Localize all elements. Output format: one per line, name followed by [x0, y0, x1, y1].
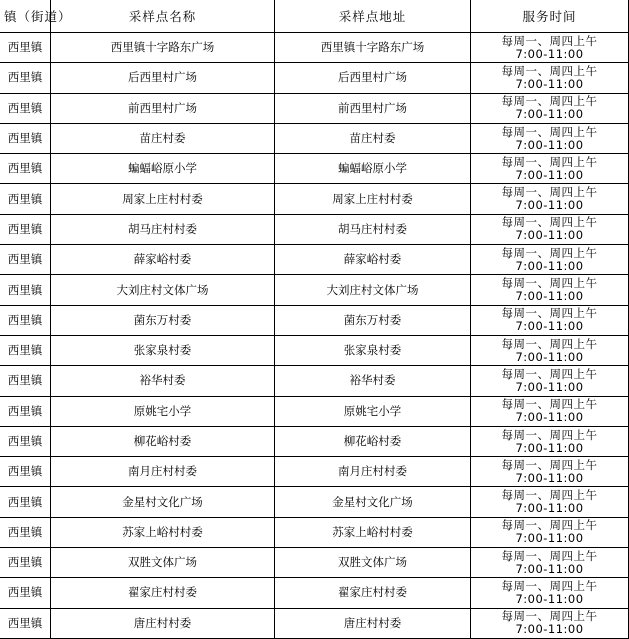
site-name-cell: 南月庄村村委	[51, 457, 275, 487]
site-address-cell: 后西里村广场	[275, 63, 471, 93]
table-row	[0, 154, 629, 184]
service-hours-text: 7:00-11:00	[515, 379, 584, 394]
table-row	[0, 33, 629, 63]
service-time-cell	[471, 396, 629, 426]
site-address-cell: 裕华村委	[275, 366, 471, 396]
town-cell: 西里镇	[0, 63, 51, 93]
site-address-cell: 周家上庄村村委	[275, 184, 471, 214]
service-hours-text: 7:00-11:00	[515, 561, 584, 576]
service-time-cell	[471, 487, 629, 517]
service-days-text: 每周一、周四上午	[501, 63, 598, 78]
site-name-cell: 裕华村委	[51, 366, 275, 396]
town-cell: 西里镇	[0, 396, 51, 426]
site-address-cell: 唐庄村村委	[275, 608, 471, 638]
service-hours-text: 7:00-11:00	[515, 531, 584, 546]
site-name-cell: 周家上庄村村委	[51, 184, 275, 214]
service-hours-text: 7:00-11:00	[515, 501, 584, 516]
site-name-cell: 苏家上峪村村委	[51, 517, 275, 547]
header-row	[0, 0, 629, 33]
service-hours-text: 7:00-11:00	[515, 137, 584, 152]
service-days-text: 每周一、周四上午	[501, 609, 598, 624]
service-days-text: 每周一、周四上午	[501, 154, 598, 169]
service-time-cell	[471, 93, 629, 123]
site-address-cell: 南月庄村村委	[275, 457, 471, 487]
site-name-cell: 后西里村广场	[51, 63, 275, 93]
site-name-cell: 翟家庄村村委	[51, 578, 275, 608]
service-hours-text: 7:00-11:00	[515, 349, 584, 364]
service-time-cell	[471, 366, 629, 396]
header-site-name: 采样点名称	[51, 0, 275, 33]
service-hours-text: 7:00-11:00	[515, 319, 584, 334]
service-time-cell	[471, 245, 629, 275]
table-row	[0, 457, 629, 487]
site-name-cell: 双胜文体广场	[51, 548, 275, 578]
service-days-text: 每周一、周四上午	[501, 427, 598, 442]
service-time-cell	[471, 608, 629, 638]
site-name-cell: 张家泉村委	[51, 335, 275, 365]
service-hours-text: 7:00-11:00	[515, 591, 584, 606]
service-hours-text: 7:00-11:00	[515, 107, 584, 122]
town-cell: 西里镇	[0, 245, 51, 275]
service-days-text: 每周一、周四上午	[501, 548, 598, 563]
service-time-cell	[471, 426, 629, 456]
town-cell: 西里镇	[0, 184, 51, 214]
town-cell: 西里镇	[0, 123, 51, 153]
site-address-cell: 大刘庄村文体广场	[275, 275, 471, 305]
header-town: 镇（街道）	[0, 0, 51, 33]
service-days-text: 每周一、周四上午	[501, 457, 598, 472]
table-row	[0, 123, 629, 153]
table-row	[0, 335, 629, 365]
service-time-cell	[471, 578, 629, 608]
service-time-cell	[471, 214, 629, 244]
service-days-text: 每周一、周四上午	[501, 578, 598, 593]
header-site-address: 采样点地址	[275, 0, 471, 33]
service-hours-text: 7:00-11:00	[515, 258, 584, 273]
service-hours-text: 7:00-11:00	[515, 76, 584, 91]
site-address-cell: 蝙蝠峪原小学	[275, 154, 471, 184]
table-row	[0, 517, 629, 547]
table-row	[0, 426, 629, 456]
site-address-cell: 苏家上峪村村委	[275, 517, 471, 547]
service-days-text: 每周一、周四上午	[501, 488, 598, 503]
service-days-text: 每周一、周四上午	[501, 124, 598, 139]
site-address-cell: 胡马庄村村委	[275, 214, 471, 244]
service-hours-text: 7:00-11:00	[515, 289, 584, 304]
service-hours-text: 7:00-11:00	[515, 228, 584, 243]
table-row	[0, 63, 629, 93]
town-cell: 西里镇	[0, 578, 51, 608]
table-row	[0, 366, 629, 396]
site-address-cell: 苗庄村委	[275, 123, 471, 153]
service-days-text: 每周一、周四上午	[501, 366, 598, 381]
site-name-cell: 菌东万村委	[51, 305, 275, 335]
town-cell: 西里镇	[0, 517, 51, 547]
site-name-cell: 苗庄村委	[51, 123, 275, 153]
service-time-cell	[471, 305, 629, 335]
service-hours-text: 7:00-11:00	[515, 440, 584, 455]
service-days-text: 每周一、周四上午	[501, 276, 598, 291]
service-time-cell	[471, 275, 629, 305]
service-time-cell	[471, 33, 629, 63]
service-time-cell	[471, 335, 629, 365]
site-address-cell: 西里镇十字路东广场	[275, 33, 471, 63]
table-row	[0, 578, 629, 608]
town-cell: 西里镇	[0, 33, 51, 63]
site-address-cell: 翟家庄村村委	[275, 578, 471, 608]
header-service-time: 服务时间	[471, 0, 629, 33]
table-row	[0, 305, 629, 335]
town-cell: 西里镇	[0, 214, 51, 244]
site-name-cell: 前西里村广场	[51, 93, 275, 123]
service-days-text: 每周一、周四上午	[501, 185, 598, 200]
site-address-cell: 菌东万村委	[275, 305, 471, 335]
service-time-cell	[471, 63, 629, 93]
site-address-cell: 双胜文体广场	[275, 548, 471, 578]
service-days-text: 每周一、周四上午	[501, 215, 598, 230]
service-time-cell	[471, 123, 629, 153]
service-time-cell	[471, 154, 629, 184]
service-time-cell	[471, 548, 629, 578]
site-name-cell: 大刘庄村文体广场	[51, 275, 275, 305]
site-name-cell: 西里镇十字路东广场	[51, 33, 275, 63]
service-days-text: 每周一、周四上午	[501, 336, 598, 351]
service-hours-text: 7:00-11:00	[515, 622, 584, 637]
table-row	[0, 396, 629, 426]
town-cell: 西里镇	[0, 608, 51, 638]
site-name-cell: 唐庄村村委	[51, 608, 275, 638]
service-days-text: 每周一、周四上午	[501, 397, 598, 412]
town-cell: 西里镇	[0, 305, 51, 335]
service-hours-text: 7:00-11:00	[515, 470, 584, 485]
town-cell: 西里镇	[0, 335, 51, 365]
site-name-cell: 胡马庄村村委	[51, 214, 275, 244]
table-row	[0, 184, 629, 214]
town-cell: 西里镇	[0, 457, 51, 487]
site-address-cell: 原姚宅小学	[275, 396, 471, 426]
service-days-text: 每周一、周四上午	[501, 33, 598, 48]
service-hours-text: 7:00-11:00	[515, 46, 584, 61]
service-days-text: 每周一、周四上午	[501, 94, 598, 109]
town-cell: 西里镇	[0, 93, 51, 123]
town-cell: 西里镇	[0, 426, 51, 456]
site-name-cell: 蝙蝠峪原小学	[51, 154, 275, 184]
service-hours-text: 7:00-11:00	[515, 410, 584, 425]
service-days-text: 每周一、周四上午	[501, 518, 598, 533]
site-address-cell: 金星村文化广场	[275, 487, 471, 517]
site-name-cell: 原姚宅小学	[51, 396, 275, 426]
table-row	[0, 487, 629, 517]
table-body	[0, 33, 629, 639]
table-row	[0, 608, 629, 638]
table-row	[0, 93, 629, 123]
town-cell: 西里镇	[0, 366, 51, 396]
service-time-cell	[471, 184, 629, 214]
site-address-cell: 张家泉村委	[275, 335, 471, 365]
town-cell: 西里镇	[0, 154, 51, 184]
site-name-cell: 薛家峪村委	[51, 245, 275, 275]
service-time-cell	[471, 457, 629, 487]
town-cell: 西里镇	[0, 487, 51, 517]
site-address-cell: 薛家峪村委	[275, 245, 471, 275]
site-name-cell: 金星村文化广场	[51, 487, 275, 517]
town-cell: 西里镇	[0, 548, 51, 578]
service-hours-text: 7:00-11:00	[515, 198, 584, 213]
service-time-cell	[471, 517, 629, 547]
table-row	[0, 214, 629, 244]
service-days-text: 每周一、周四上午	[501, 306, 598, 321]
site-address-cell: 柳花峪村委	[275, 426, 471, 456]
table-row	[0, 275, 629, 305]
service-days-text: 每周一、周四上午	[501, 245, 598, 260]
site-name-cell: 柳花峪村委	[51, 426, 275, 456]
site-address-cell: 前西里村广场	[275, 93, 471, 123]
table-row	[0, 245, 629, 275]
service-hours-text: 7:00-11:00	[515, 167, 584, 182]
town-cell: 西里镇	[0, 275, 51, 305]
table-row	[0, 548, 629, 578]
